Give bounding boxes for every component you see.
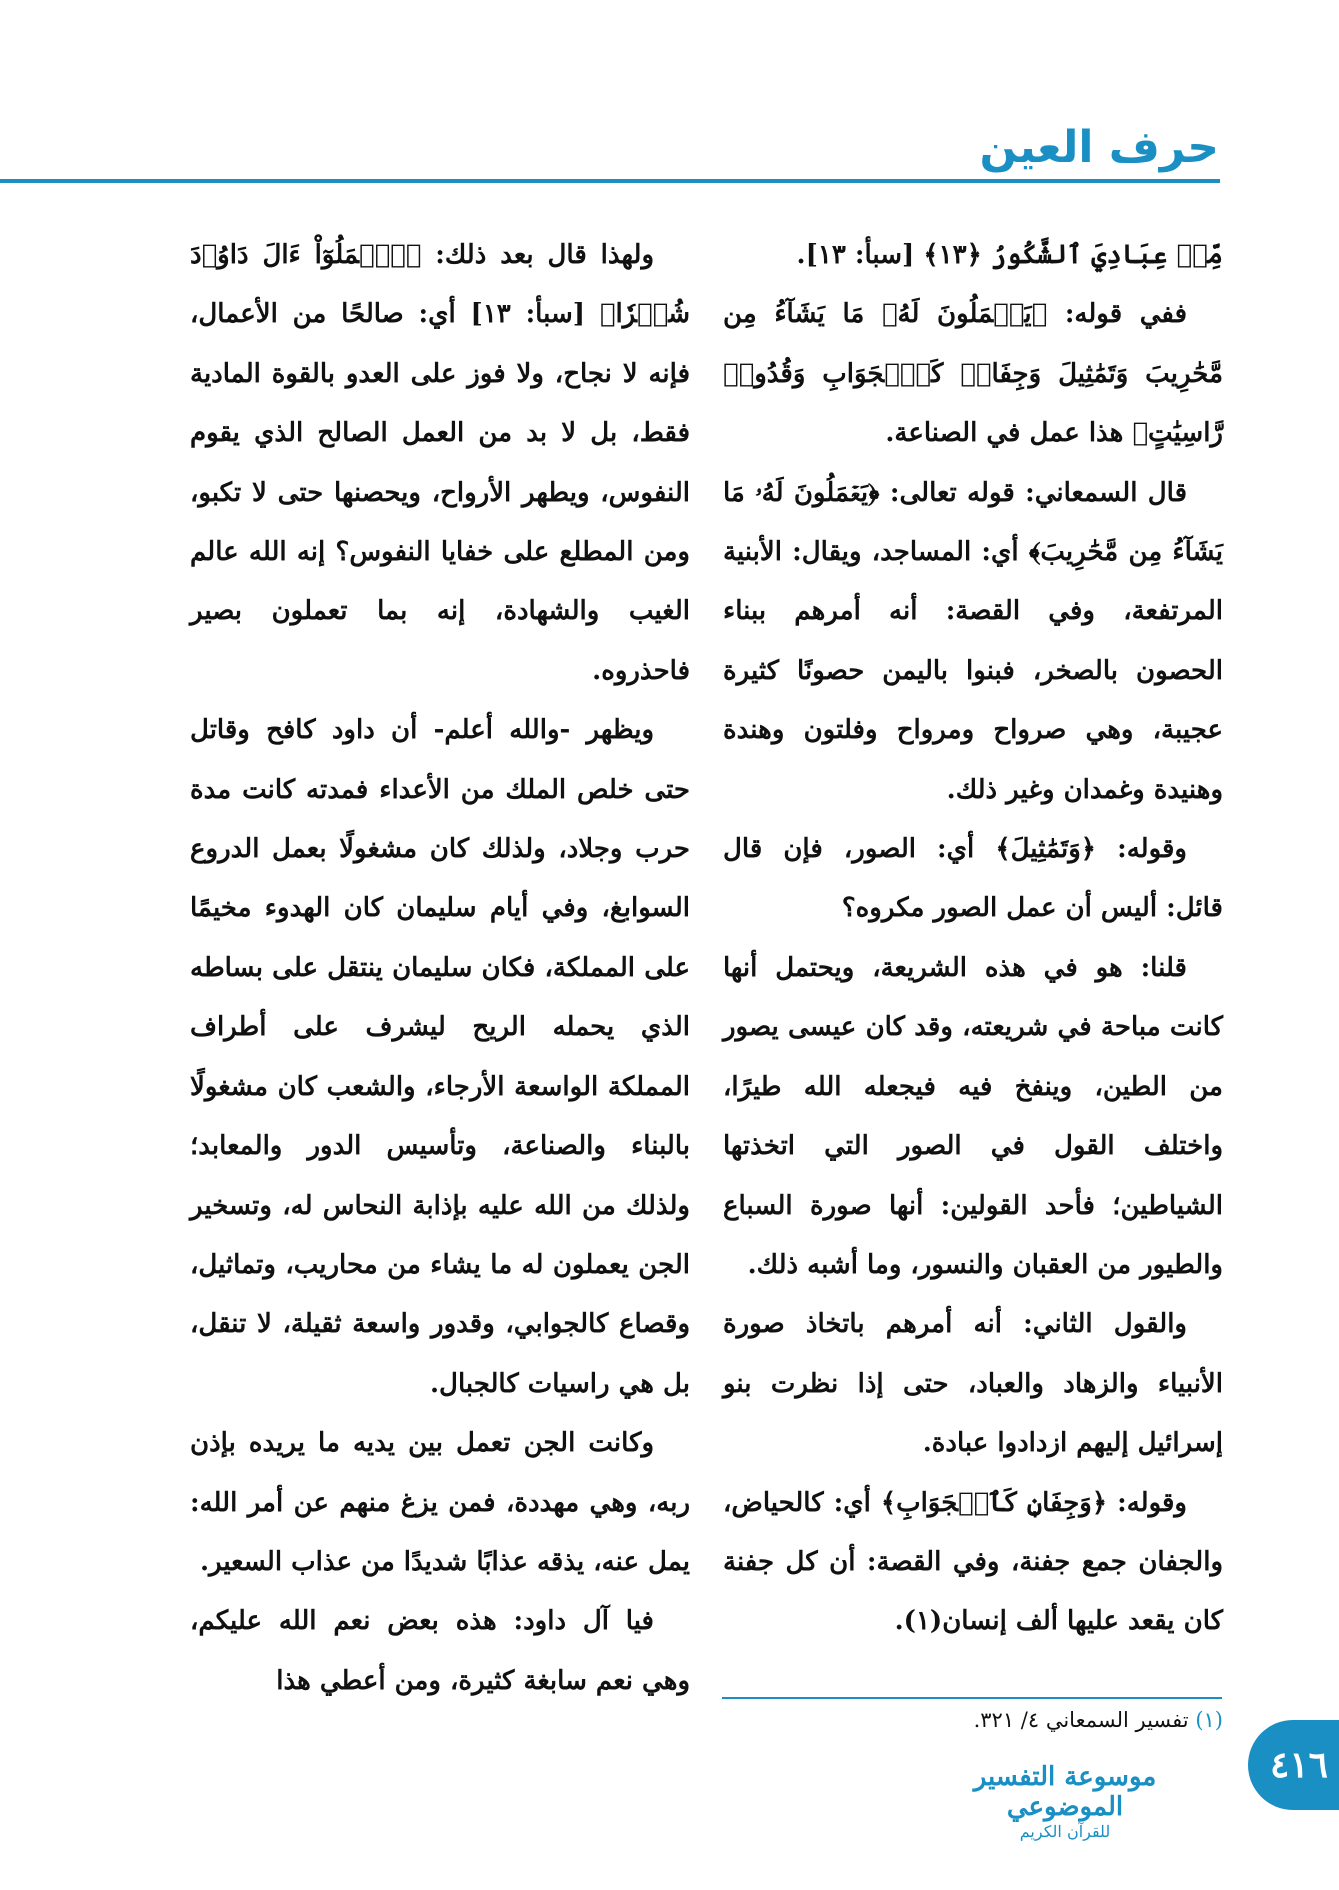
page-number-badge <box>1248 1720 1339 1810</box>
footnote-divider <box>722 1697 1222 1699</box>
header-divider <box>0 179 1220 183</box>
paragraph: قال السمعاني: قوله تعالى: ﴿يَعۡمَلُونَ لَهُۥ مَا يَشَآءُ مِن مَّحَٰرِيبَ﴾ أي: المساجد، ويقال: الأبنية المرتفعة، وفي القصة: أنه أمرهم ببناء الحصون بالصخر، فبنوا باليمن حصونًا كثيرة عجيبة، وهي صرواح ومرواح وفلتون وهندة وهنيدة وغمدان وغير ذلك. <box>723 477 1223 805</box>
page-header-title: حرف العين <box>979 122 1219 173</box>
paragraph: ولهذا قال بعد ذلك: ﴿ٱعۡمَلُوٓاْ ءَالَ دَاوُۥدَ شُكۡرٗا﴾ [سبأ: ١٣] أي: صالحًا من الأعمال، فإنه لا نجاح، ولا فوز على العدو بالقوة المادية فقط، بل لا بد من العمل الصالح الذي يقوم النفوس، ويطهر الأرواح، ويحصنها حتى لا تكبو، ومن المطلع على خفايا النفوس؟ إنه الله عالم الغيب والشهادة، إنه بما تعملون بصير فاحذروه. <box>190 240 691 686</box>
series-logo <box>930 1762 1200 1841</box>
paragraph: وقوله: ﴿وَجِفَانٖ كَٱلۡجَوَابِ﴾ أي: كالحياض، والجفان جمع جفنة، وفي القصة: أن كل جفنة كان يقعد عليها ألف إنسان(١). <box>723 1487 1223 1637</box>
paragraph: وقوله: ﴿وَتَمَٰثِيلَ﴾ أي: الصور، فإن قال قائل: أليس أن عمل الصور مكروه؟ <box>723 834 1223 924</box>
logo-subtitle: للقرآن الكريم <box>1019 1822 1111 1841</box>
paragraph: قلنا: هو في هذه الشريعة، ويحتمل أنها كانت مباحة في شريعته، وقد كان عيسى يصور من الطين، وينفخ فيه فيجعله الله طيرًا، واختلف القول في الصور التي اتخذتها الشياطين؛ فأحد القولين: أنها صورة السباع والطيور من العقبان والنسور، وما أشبه ذلك. <box>723 952 1223 1280</box>
footnote-text: تفسير السمعاني ٤/ ٣٢١. <box>973 1708 1189 1732</box>
paragraph: وكانت الجن تعمل بين يديه ما يريده بإذن ربه، وهي مهددة، فمن يزغ منهم عن أمر الله: يمل عنه، يذقه عذابًا شديدًا من عذاب السعير. <box>190 1428 690 1577</box>
footnote-number: (١) <box>1195 1708 1223 1732</box>
paragraph: فيا آل داود: هذه بعض نعم الله عليكم، وهي نعم سابغة كثيرة، ومن أعطي هذا <box>190 1606 690 1696</box>
logo-title: موسوعة التفسير الموضوعي <box>973 1762 1157 1822</box>
page-number: ٤١٦ <box>1270 1744 1329 1786</box>
paragraph: ويظهر -والله أعلم- أن داود كافح وقاتل حتى خلص الملك من الأعداء فمدته كانت مدة حرب وجلاد، ولذلك كان مشغولًا بعمل الدروع السوابغ، وفي أيام سليمان كان الهدوء مخيمًا على المملكة، فكان سليمان ينتقل على بساطه الذي يحمله الريح ليشرف على أطراف المملكة الواسعة الأرجاء، والشعب كان مشغولًا بالبناء والصناعة، وتأسيس الدور والمعابد؛ ولذلك من الله عليه بإذابة النحاس له، وتسخير الجن يعملون له ما يشاء من محاريب، وتماثيل، وقصاع كالجوابي، وقدور واسعة ثقيلة، لا تنقل، بل هي راسيات كالجبال. <box>190 715 690 1399</box>
right-column <box>723 226 1223 1652</box>
paragraph: والقول الثاني: أنه أمرهم باتخاذ صورة الأنبياء والزهاد والعباد، حتى إذا نظرت بنو إسرائيل إليهم ازدادوا عبادة. <box>723 1309 1223 1459</box>
paragraph: مِّنۡ عِبَادِيَ ٱلشَّكُورُ ﴿١٣﴾ [سبأ: ١٣]. <box>796 240 1223 270</box>
left-column <box>190 226 690 1711</box>
paragraph: ففي قوله: ﴿يَعۡمَلُونَ لَهُۥ مَا يَشَآءُ مِن مَّحَٰرِيبَ وَتَمَٰثِيلَ وَجِفَانٖ كَٱلۡجَوَابِ وَقُدُورٖ رَّاسِيَٰتٍ﴾ هذا عمل في الصناعة. <box>723 299 1223 449</box>
footnote <box>723 1708 1223 1732</box>
